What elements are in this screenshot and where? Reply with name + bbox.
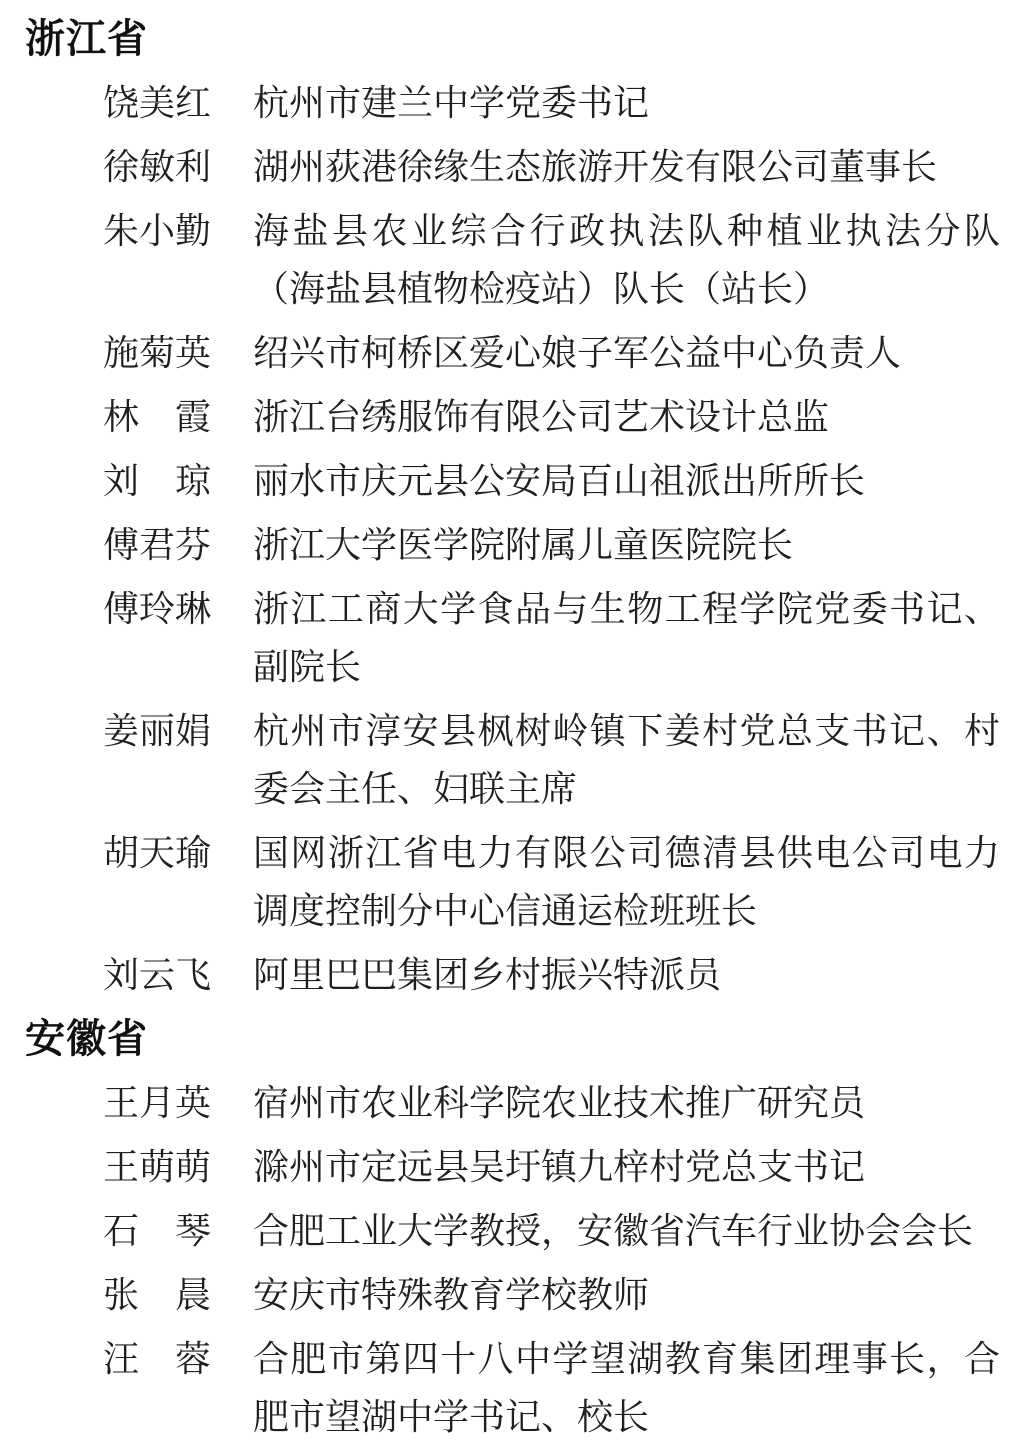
person-name: 姜丽娟 [103, 711, 212, 751]
entry-row [103, 388, 1000, 446]
person-title: 宿州市农业科学院农业技术推广研究员 [253, 1083, 866, 1123]
person-title: 合肥市第四十八中学望湖教育集团理事长，合肥市望湖中学书记、校长 [253, 1339, 1000, 1437]
person-name: 张 晨 [103, 1275, 212, 1315]
entry-row [103, 824, 1000, 940]
entry-row [103, 1330, 1000, 1446]
person-name: 朱小勤 [103, 211, 212, 251]
entry-row [103, 324, 1000, 382]
person-name: 林 霞 [103, 397, 212, 437]
person-title: 滁州市定远县吴圩镇九梓村党总支书记 [253, 1147, 866, 1187]
person-name: 刘云飞 [103, 955, 212, 995]
entry-row [103, 702, 1000, 818]
entry-row [103, 516, 1000, 574]
person-name: 汪 蓉 [103, 1339, 212, 1379]
person-title: 合肥工业大学教授，安徽省汽车行业协会会长 [253, 1211, 974, 1251]
person-name: 刘 琼 [103, 461, 212, 501]
person-name: 施菊英 [103, 333, 212, 373]
entry-row [103, 202, 1000, 318]
person-title: 浙江台绣服饰有限公司艺术设计总监 [253, 397, 830, 437]
person-title: 浙江工商大学食品与生物工程学院党委书记、副院长 [253, 589, 1000, 687]
person-title: 海盐县农业综合行政执法队种植业执法分队（海盐县植物检疫站）队长（站长） [253, 211, 1000, 309]
person-title: 丽水市庆元县公安局百山祖派出所所长 [253, 461, 866, 501]
entry-row [103, 946, 1000, 1004]
person-name: 王月英 [103, 1083, 212, 1123]
person-name: 傅玲琳 [103, 589, 212, 629]
person-title: 国网浙江省电力有限公司德清县供电公司电力调度控制分中心信通运检班班长 [253, 833, 1000, 931]
person-name: 徐敏利 [103, 147, 212, 187]
person-title: 杭州市建兰中学党委书记 [253, 83, 650, 123]
person-name: 胡天瑜 [103, 833, 212, 873]
person-name: 饶美红 [103, 83, 212, 123]
person-name: 王萌萌 [103, 1147, 212, 1187]
province-header: 安徽省 [25, 1017, 148, 1061]
entry-row [103, 452, 1000, 510]
entry-row [103, 1138, 1000, 1196]
entry-row [103, 74, 1000, 132]
entry-row [103, 1266, 1000, 1324]
entry-row [103, 580, 1000, 696]
entry-row [103, 138, 1000, 196]
person-title: 安庆市特殊教育学校教师 [253, 1275, 650, 1315]
person-title: 浙江大学医学院附属儿童医院院长 [253, 525, 794, 565]
person-title: 湖州荻港徐缘生态旅游开发有限公司董事长 [253, 147, 938, 187]
province-header: 浙江省 [25, 17, 148, 61]
person-name: 傅君芬 [103, 525, 212, 565]
person-title: 阿里巴巴集团乡村振兴特派员 [253, 955, 722, 995]
entry-row [103, 1074, 1000, 1132]
person-title: 杭州市淳安县枫树岭镇下姜村党总支书记、村委会主任、妇联主席 [253, 711, 1000, 809]
person-name: 石 琴 [103, 1211, 212, 1251]
person-title: 绍兴市柯桥区爱心娘子军公益中心负责人 [253, 333, 902, 373]
entry-row [103, 1202, 1000, 1260]
